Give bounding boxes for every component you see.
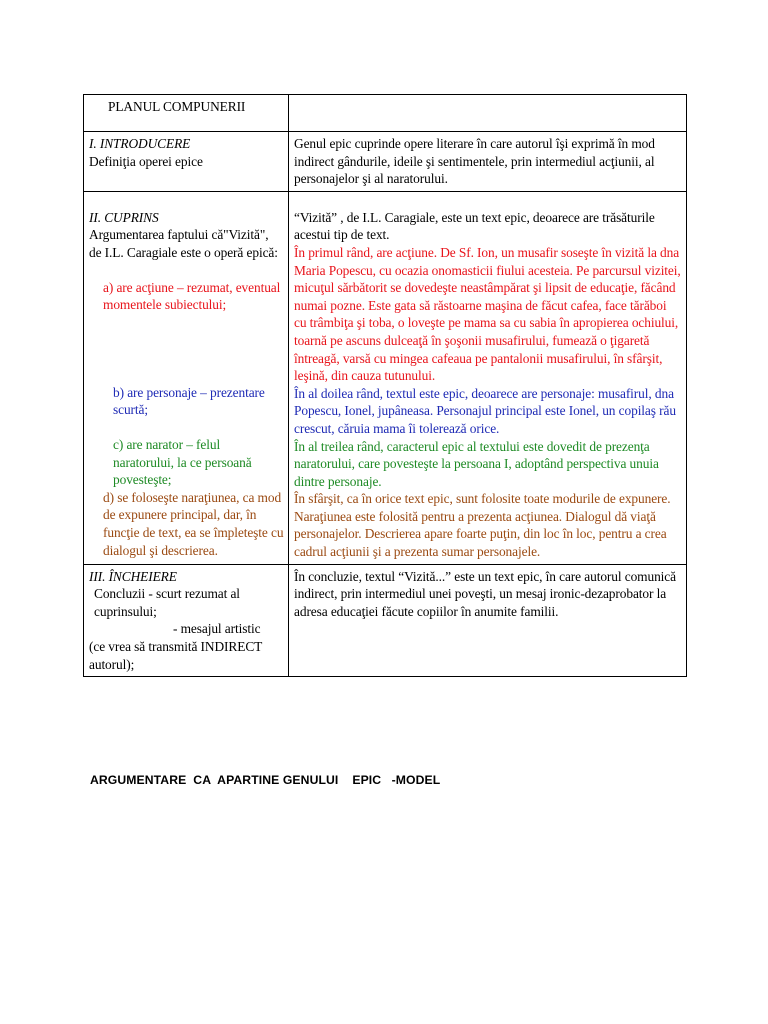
footer-caption: ARGUMENTARE CA APARTINE GENULUI EPIC -MODEL — [90, 773, 441, 787]
body-text-c: În al treilea rând, caracterul epic al textului este dovedit de prezenţa naratorului, care povesteşte la persoana I, adoptând perspectiva unuia dintre personaje. — [294, 438, 659, 489]
body-intro-text: “Vizită” , de I.L. Caragiale, este un text epic, deoarece are trăsăturile acestui tip de text. — [294, 209, 655, 243]
conclusion-text: În concluzie, textul “Vizită...” este un text epic, în care autorul comunică indirect, prin intermediul unei poveşti, un mesaj ironic-dezaprobator la adresa educaţiei făcute copiilor în anumite familii. — [289, 564, 687, 677]
point-a: a) are acţiune – rezumat, eventual momentele subiectului; — [103, 279, 281, 313]
body-text-b: În al doilea rând, textul este epic, deoarece are personaje: musafirul, dna Popescu, Ionel, jupâneasa. Personajul principal este Ionel, un copilaş rău crescut, căruia mama îi tolerează orice. — [294, 385, 676, 436]
table-row-header — [84, 95, 687, 132]
conclusion-line2: - mesajul artistic — [173, 621, 261, 637]
point-c: c) are narator – felul naratorului, la ce persoană povesteşte; — [113, 436, 252, 488]
intro-cell — [84, 132, 289, 192]
intro-subheading: Definiţia operei epice — [89, 153, 203, 169]
table-row-body — [84, 191, 687, 564]
empty-header-cell — [289, 95, 687, 132]
body-text-a: În primul rând, are acţiune. De Sf. Ion, un musafir soseşte în vizită la dna Maria Popescu, cu ocazia onomasticii fiului acesteia. Pe parcursul vizitei, micuţul sărbătorit se dovedeşte neastâmpărat şi lipsit de educaţie, făcând numai pozne. Este gata să răstoarne maşina de făcut cafea, face tărăboi cu trâmbiţa şi toba, o loveşte pe mama sa cu sabia în apropierea ochiului, toarnă pe ascuns dulceaţă în şoşonii musafirului, fumează o ţigaretă întreagă, varsă cu mingea cafeaua pe pantalonii musafirului, în sfârşit, leşină, din cauza tutunului. — [294, 244, 681, 384]
body-subheading: Argumentarea faptului că"Vizită", de I.L. Caragiale este o operă epică: — [89, 227, 278, 260]
conclusion-cell — [84, 564, 289, 677]
table-row-conclusion — [84, 564, 687, 677]
body-text-cell — [289, 191, 687, 564]
composition-plan-table — [83, 94, 687, 677]
table-row-intro — [84, 132, 687, 192]
intro-text: Genul epic cuprinde opere literare în care autorul îşi exprimă în mod indirect gândurile, ideile şi sentimentele, prin intermediul acţiunii, al personajelor şi al naratorului. — [289, 132, 687, 192]
conclusion-line3: (ce vrea să transmită INDIRECT autorul); — [89, 639, 263, 672]
conclusion-heading: III. ÎNCHEIERE — [89, 568, 177, 584]
point-d: d) se foloseşte naraţiunea, ca mod de expunere principal, dar, în funcţie de text, ea se împleteşte cu dialogul şi descrierea. — [103, 489, 284, 558]
body-cell — [84, 191, 289, 564]
conclusion-line1: Concluzii - scurt rezumat al cuprinsului; — [94, 586, 240, 619]
body-heading: II. CUPRINS — [89, 209, 159, 225]
plan-title: PLANUL COMPUNERII — [84, 95, 289, 132]
point-b: b) are personaje – prezentare scurtă; — [113, 384, 265, 418]
body-text-d: În sfârşit, ca în orice text epic, sunt folosite toate modurile de expunere. Naraţiunea este folosită pentru a prezenta acţiunea. Dialogul dă viaţă personajelor. Descrierea apare foarte puţin, din loc în loc, pentru a crea cadrul acţiunii şi a prezenta sumar personajele. — [294, 491, 671, 560]
intro-heading: I. INTRODUCERE — [89, 136, 191, 151]
